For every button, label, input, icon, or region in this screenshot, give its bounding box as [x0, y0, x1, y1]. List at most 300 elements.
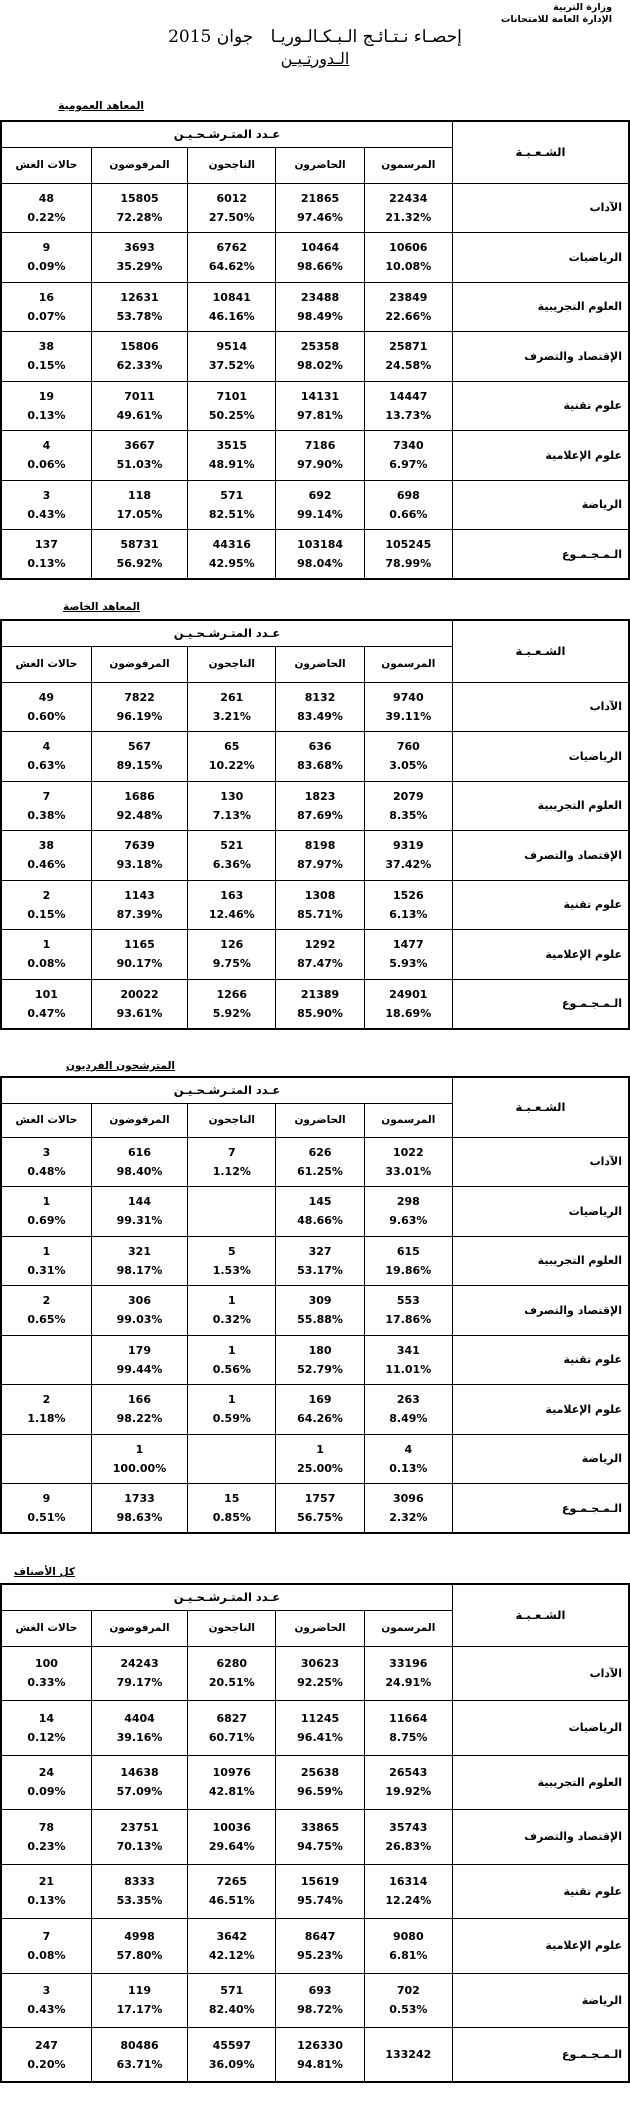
- cell-percent: 9.63%: [389, 1214, 428, 1228]
- cell-rejected: [91, 831, 187, 881]
- row-branch: الإقتصاد والتصرف: [452, 1810, 629, 1865]
- column-header-passed: الناجحون: [188, 646, 276, 682]
- cell-number: 100: [34, 1657, 58, 1671]
- column-header-rejected: المرفوضون: [91, 147, 187, 183]
- cell-number: 3642: [216, 1929, 248, 1943]
- cell-number: 4998: [124, 1929, 155, 1943]
- table-row: [1, 233, 629, 283]
- cell-present: [276, 1335, 364, 1385]
- cell-rejected: [91, 682, 187, 732]
- cell-percent: 99.44%: [116, 1362, 163, 1376]
- cell-percent: 12.46%: [208, 907, 255, 921]
- cell-number: 1733: [124, 1492, 155, 1505]
- cell-number: 30623: [300, 1657, 340, 1671]
- cell-registered: [364, 1137, 452, 1187]
- cell-registered: [364, 480, 452, 530]
- cell-number: 126: [220, 938, 244, 952]
- cell-percent: 98.17%: [116, 1263, 163, 1277]
- cell-cheating: [1, 880, 91, 930]
- cell-rejected: [91, 979, 187, 1029]
- cell-registered: [364, 431, 452, 481]
- cell-present: [276, 1385, 364, 1435]
- cell-percent: 0.53%: [389, 2003, 428, 2017]
- cell-number: 571: [220, 1984, 244, 1998]
- cell-percent: 13.73%: [385, 408, 432, 422]
- cell-present: [276, 831, 364, 881]
- cell-number: 1823: [304, 789, 336, 803]
- cell-percent: 24.91%: [385, 1676, 432, 1690]
- cell-number: 80486: [120, 2038, 159, 2052]
- cell-registered: [364, 1919, 452, 1974]
- row-branch: الرياضة: [452, 480, 629, 530]
- ministry-name: وزارة التربية: [553, 2, 612, 13]
- cell-percent: 63.71%: [116, 2057, 163, 2071]
- row-branch: الرياضيات: [452, 732, 629, 782]
- cell-number: 23751: [120, 1820, 159, 1834]
- cell-number: 166: [128, 1393, 151, 1407]
- cell-number: 163: [220, 888, 244, 902]
- cell-percent: 0.08%: [27, 1948, 66, 1962]
- cell-percent: 12.24%: [385, 1894, 432, 1908]
- cell-number: 10606: [389, 241, 428, 255]
- cell-number: 2: [42, 1294, 51, 1308]
- cell-percent: 0.43%: [27, 2003, 66, 2017]
- cell-cheating: [1, 682, 91, 732]
- cell-number: 1686: [124, 789, 155, 803]
- cell-number: 1165: [124, 938, 155, 952]
- cell-percent: 46.16%: [208, 309, 255, 323]
- cell-passed: [188, 979, 276, 1029]
- cell-percent: 99.14%: [297, 507, 343, 521]
- cell-percent: 61.25%: [297, 1164, 343, 1178]
- cell-present: [276, 1701, 364, 1756]
- cell-registered: [364, 233, 452, 283]
- cell-registered: [364, 1701, 452, 1756]
- cell-rejected: [91, 332, 187, 382]
- cell-number: 20022: [120, 987, 159, 1001]
- cell-number: 24243: [120, 1657, 159, 1671]
- cell-number: 1: [42, 938, 51, 952]
- cell-number: 1477: [393, 938, 424, 952]
- cell-cheating: [1, 183, 91, 233]
- cell-percent: 3.05%: [389, 759, 428, 773]
- cell-number: 58731: [120, 538, 159, 551]
- cell-number: 33865: [300, 1820, 340, 1834]
- cell-number: 5: [227, 1244, 236, 1258]
- cell-number: 118: [128, 488, 151, 502]
- cell-number: 145: [308, 1195, 332, 1209]
- column-header-passed: الناجحون: [188, 147, 276, 183]
- cell-number: 3515: [216, 439, 248, 453]
- cell-number: 3693: [124, 241, 155, 255]
- cell-passed: [188, 1755, 276, 1810]
- cell-number: 7822: [124, 690, 155, 704]
- cell-cheating: [1, 1236, 91, 1286]
- cell-percent: 19.86%: [385, 1263, 432, 1277]
- cell-percent: 6.36%: [212, 858, 251, 872]
- cell-registered: [364, 2028, 452, 2083]
- cell-number: 15: [224, 1492, 240, 1505]
- cell-cheating: [1, 1646, 91, 1701]
- cell-percent: 98.66%: [297, 260, 343, 274]
- cell-cheating: [1, 1810, 91, 1865]
- cell-registered: [364, 1810, 452, 1865]
- cell-registered: [364, 1646, 452, 1701]
- column-header-present: الحاضرون: [276, 1610, 364, 1646]
- cell-percent: 48.66%: [297, 1214, 343, 1228]
- cell-number: 636: [308, 740, 332, 754]
- cell-percent: 70.13%: [116, 1839, 163, 1853]
- cell-passed: [188, 1434, 276, 1484]
- cell-number: 247: [34, 2038, 58, 2052]
- row-branch: العلوم التجريبية: [452, 282, 629, 332]
- title-text: إحصـاء نـتـائـج الـبـكـالـوريـا: [270, 27, 462, 47]
- cell-number: 15805: [120, 191, 159, 205]
- cell-passed: [188, 682, 276, 732]
- cell-percent: 57.80%: [116, 1948, 163, 1962]
- cell-percent: 56.92%: [116, 557, 163, 570]
- cell-rejected: [91, 1236, 187, 1286]
- cell-registered: [364, 1385, 452, 1435]
- cell-number: 14447: [389, 389, 428, 403]
- cell-passed: [188, 1137, 276, 1187]
- cell-percent: 92.48%: [116, 808, 163, 822]
- cell-number: 7: [42, 789, 51, 803]
- cell-percent: 0.56%: [212, 1362, 251, 1376]
- table-row: [1, 1484, 629, 1534]
- column-header-rejected: المرفوضون: [91, 646, 187, 682]
- cell-percent: 0.07%: [27, 309, 66, 323]
- cell-number: 7011: [124, 389, 155, 403]
- cell-number: 14638: [120, 1766, 159, 1780]
- cell-number: 14131: [300, 389, 340, 403]
- cell-cheating: [1, 1864, 91, 1919]
- cell-number: 1757: [304, 1492, 336, 1505]
- table-row: [1, 1286, 629, 1336]
- cell-cheating: [1, 831, 91, 881]
- cell-passed: [188, 332, 276, 382]
- cell-rejected: [91, 1187, 187, 1237]
- table-row: [1, 1701, 629, 1756]
- cell-number: 3: [42, 1984, 51, 1998]
- column-group-candidates: عـدد المتـرشـحـيـن: [1, 121, 452, 147]
- cell-present: [276, 282, 364, 332]
- cell-number: 567: [128, 740, 151, 754]
- cell-number: 19: [38, 389, 55, 403]
- cell-percent: 5.93%: [389, 957, 428, 971]
- cell-number: 21389: [300, 987, 340, 1001]
- cell-registered: [364, 1973, 452, 2028]
- cell-registered: [364, 682, 452, 732]
- column-header-passed: الناجحون: [188, 1610, 276, 1646]
- cell-percent: 85.71%: [297, 907, 343, 921]
- cell-percent: 96.19%: [116, 709, 163, 723]
- cell-percent: 79.17%: [116, 1676, 163, 1690]
- cell-present: [276, 1973, 364, 2028]
- cell-cheating: [1, 1187, 91, 1237]
- cell-number: 105245: [385, 538, 432, 551]
- cell-percent: 85.90%: [297, 1006, 343, 1020]
- cell-percent: 90.17%: [116, 957, 163, 971]
- cell-percent: 0.20%: [27, 2057, 66, 2071]
- cell-cheating: [1, 2028, 91, 2083]
- cell-percent: 17.17%: [116, 2003, 163, 2017]
- cell-percent: 0.63%: [27, 759, 66, 773]
- cell-percent: 89.15%: [116, 759, 163, 773]
- cell-percent: 93.61%: [116, 1006, 163, 1020]
- cell-present: [276, 1187, 364, 1237]
- cell-percent: 0.33%: [27, 1676, 66, 1690]
- row-branch: علوم تقنية: [452, 381, 629, 431]
- row-branch: علوم تقنية: [452, 880, 629, 930]
- cell-rejected: [91, 1286, 187, 1336]
- cell-percent: 8.49%: [389, 1412, 428, 1426]
- cell-cheating: [1, 332, 91, 382]
- cell-passed: [188, 1810, 276, 1865]
- column-header-passed: الناجحون: [188, 1103, 276, 1137]
- cell-passed: [188, 1286, 276, 1336]
- cell-number: 309: [308, 1294, 332, 1308]
- cell-present: [276, 682, 364, 732]
- cell-percent: 24.58%: [385, 359, 432, 373]
- cell-passed: [188, 1973, 276, 2028]
- cell-present: [276, 1810, 364, 1865]
- cell-passed: [188, 1919, 276, 1974]
- table-row: [1, 1335, 629, 1385]
- cell-number: 180: [308, 1343, 332, 1357]
- cell-percent: 6.81%: [389, 1948, 428, 1962]
- cell-number: 1: [42, 1244, 51, 1258]
- cell-present: [276, 1137, 364, 1187]
- cell-percent: 97.90%: [297, 458, 343, 472]
- row-branch: العلوم التجريبية: [452, 1236, 629, 1286]
- table-row: [1, 480, 629, 530]
- table-row: [1, 682, 629, 732]
- table-row: [1, 1434, 629, 1484]
- cell-number: 26543: [389, 1766, 428, 1780]
- page-title: [0, 26, 630, 70]
- cell-present: [276, 732, 364, 782]
- cell-percent: 22.66%: [385, 309, 432, 323]
- cell-rejected: [91, 1137, 187, 1187]
- cell-number: 126330: [297, 2038, 344, 2052]
- cell-percent: 33.01%: [385, 1164, 432, 1178]
- cell-percent: 39.11%: [385, 709, 432, 723]
- cell-number: 1: [316, 1442, 324, 1456]
- cell-percent: 72.28%: [116, 210, 163, 224]
- table-row: [1, 1864, 629, 1919]
- cell-registered: [364, 332, 452, 382]
- cell-passed: [188, 2028, 276, 2083]
- table-row: [1, 2028, 629, 2083]
- table-row: [1, 431, 629, 481]
- cell-percent: 99.31%: [116, 1214, 163, 1228]
- cell-number: 9080: [393, 1929, 424, 1943]
- cell-percent: 100.00%: [112, 1461, 167, 1475]
- cell-cheating: [1, 1484, 91, 1534]
- cell-percent: 0.48%: [27, 1164, 66, 1178]
- column-header-cheating: حالات الغش: [1, 1610, 91, 1646]
- column-header-registered: المرسمون: [364, 646, 452, 682]
- column-header-cheating: حالات الغش: [1, 1103, 91, 1137]
- cell-percent: 94.81%: [297, 2057, 343, 2071]
- row-branch: الرياضة: [452, 1434, 629, 1484]
- cell-number: 1: [42, 1195, 51, 1209]
- cell-rejected: [91, 183, 187, 233]
- row-branch: الـمـجـمـوع: [452, 2028, 629, 2083]
- table-row: [1, 1810, 629, 1865]
- cell-number: 11245: [300, 1711, 340, 1725]
- row-branch: الإقتصاد والتصرف: [452, 332, 629, 382]
- cell-percent: 57.09%: [116, 1785, 163, 1799]
- cell-percent: 10.08%: [385, 260, 432, 274]
- table-row: [1, 183, 629, 233]
- cell-number: 12631: [120, 290, 159, 304]
- cell-percent: 0.13%: [27, 1894, 66, 1908]
- cell-percent: 98.40%: [116, 1164, 163, 1178]
- cell-percent: 0.59%: [212, 1412, 251, 1426]
- cell-rejected: [91, 930, 187, 980]
- cell-percent: 18.69%: [385, 1006, 432, 1020]
- column-header-branch: الشـعـبـة: [452, 1584, 629, 1646]
- cell-number: 25871: [389, 340, 428, 354]
- cell-rejected: [91, 1973, 187, 2028]
- cell-number: 521: [220, 839, 244, 853]
- cell-percent: 42.95%: [208, 557, 255, 570]
- cell-percent: 8.75%: [389, 1730, 428, 1744]
- cell-percent: 9.75%: [212, 957, 251, 971]
- cell-cheating: [1, 979, 91, 1029]
- row-branch: الآداب: [452, 682, 629, 732]
- cell-percent: 39.16%: [116, 1730, 163, 1744]
- table-row: [1, 781, 629, 831]
- cell-number: 9: [42, 241, 51, 255]
- cell-percent: 7.13%: [212, 808, 251, 822]
- column-header-present: الحاضرون: [276, 646, 364, 682]
- cell-percent: 98.63%: [116, 1511, 163, 1524]
- cell-present: [276, 1646, 364, 1701]
- cell-rejected: [91, 781, 187, 831]
- cell-present: [276, 431, 364, 481]
- subtitle: الـدورتـيـن: [280, 49, 350, 68]
- cell-percent: 99.03%: [116, 1313, 163, 1327]
- cell-percent: 53.17%: [297, 1263, 343, 1277]
- cell-percent: 0.08%: [27, 957, 66, 971]
- cell-percent: 10.22%: [208, 759, 255, 773]
- cell-number: 6827: [216, 1711, 248, 1725]
- cell-number: 1: [135, 1442, 144, 1456]
- cell-rejected: [91, 480, 187, 530]
- cell-number: 4: [42, 740, 51, 754]
- cell-rejected: [91, 282, 187, 332]
- cell-percent: 0.46%: [27, 858, 66, 872]
- cell-percent: 98.72%: [297, 2003, 343, 2017]
- cell-rejected: [91, 1755, 187, 1810]
- cell-percent: 93.18%: [116, 858, 163, 872]
- cell-number: 6012: [216, 191, 248, 205]
- table-row: [1, 732, 629, 782]
- cell-cheating: [1, 1335, 91, 1385]
- table-row: [1, 979, 629, 1029]
- cell-number: 49: [38, 690, 55, 704]
- cell-percent: 51.03%: [116, 458, 163, 472]
- cell-percent: 5.92%: [212, 1006, 251, 1020]
- cell-rejected: [91, 233, 187, 283]
- column-header-registered: المرسمون: [364, 1610, 452, 1646]
- cell-percent: 0.85%: [212, 1511, 251, 1524]
- cell-present: [276, 480, 364, 530]
- cell-number: 1: [227, 1393, 236, 1407]
- cell-percent: 94.75%: [297, 1839, 343, 1853]
- table-row: [1, 530, 629, 580]
- cell-percent: 42.81%: [208, 1785, 255, 1799]
- column-header-branch: الشـعـبـة: [452, 121, 629, 183]
- cell-registered: [364, 1286, 452, 1336]
- cell-number: 553: [396, 1294, 420, 1308]
- cell-number: 9514: [216, 340, 248, 354]
- cell-number: 4404: [124, 1711, 155, 1725]
- cell-percent: 29.64%: [208, 1839, 255, 1853]
- cell-percent: 98.22%: [116, 1412, 163, 1426]
- column-header-rejected: المرفوضون: [91, 1103, 187, 1137]
- cell-number: 3: [42, 488, 51, 502]
- cell-number: 133242: [385, 2048, 432, 2061]
- cell-number: 616: [128, 1145, 151, 1159]
- cell-present: [276, 1286, 364, 1336]
- cell-number: 3: [42, 1145, 51, 1159]
- cell-percent: 97.46%: [297, 210, 343, 224]
- cell-percent: 0.15%: [27, 907, 66, 921]
- section-label-public: المعاهد العمومية: [58, 100, 144, 112]
- cell-rejected: [91, 1434, 187, 1484]
- cell-number: 25358: [300, 340, 340, 354]
- cell-cheating: [1, 1973, 91, 2028]
- cell-passed: [188, 880, 276, 930]
- cell-number: 65: [224, 740, 240, 754]
- row-branch: الآداب: [452, 183, 629, 233]
- cell-percent: 64.62%: [208, 260, 255, 274]
- cell-percent: 53.78%: [116, 309, 163, 323]
- cell-percent: 11.01%: [385, 1362, 432, 1376]
- cell-percent: 42.12%: [208, 1948, 255, 1962]
- cell-percent: 25.00%: [297, 1461, 343, 1475]
- cell-number: 119: [128, 1984, 151, 1998]
- cell-number: 23488: [300, 290, 340, 304]
- cell-passed: [188, 1646, 276, 1701]
- cell-registered: [364, 1187, 452, 1237]
- cell-passed: [188, 480, 276, 530]
- cell-percent: 21.32%: [385, 210, 432, 224]
- row-branch: الآداب: [452, 1137, 629, 1187]
- cell-percent: 53.35%: [116, 1894, 163, 1908]
- cell-passed: [188, 431, 276, 481]
- cell-present: [276, 183, 364, 233]
- cell-number: 169: [308, 1393, 332, 1407]
- cell-present: [276, 1919, 364, 1974]
- cell-percent: 56.75%: [297, 1511, 343, 1524]
- cell-number: 8333: [124, 1875, 155, 1889]
- cell-rejected: [91, 1335, 187, 1385]
- cell-cheating: [1, 1385, 91, 1435]
- cell-passed: [188, 381, 276, 431]
- row-branch: الـمـجـمـوع: [452, 1484, 629, 1534]
- cell-percent: 98.49%: [297, 309, 343, 323]
- cell-percent: 26.83%: [385, 1839, 432, 1853]
- cell-percent: 1.12%: [212, 1164, 251, 1178]
- cell-cheating: [1, 480, 91, 530]
- cell-passed: [188, 1385, 276, 1435]
- cell-number: 1292: [304, 938, 336, 952]
